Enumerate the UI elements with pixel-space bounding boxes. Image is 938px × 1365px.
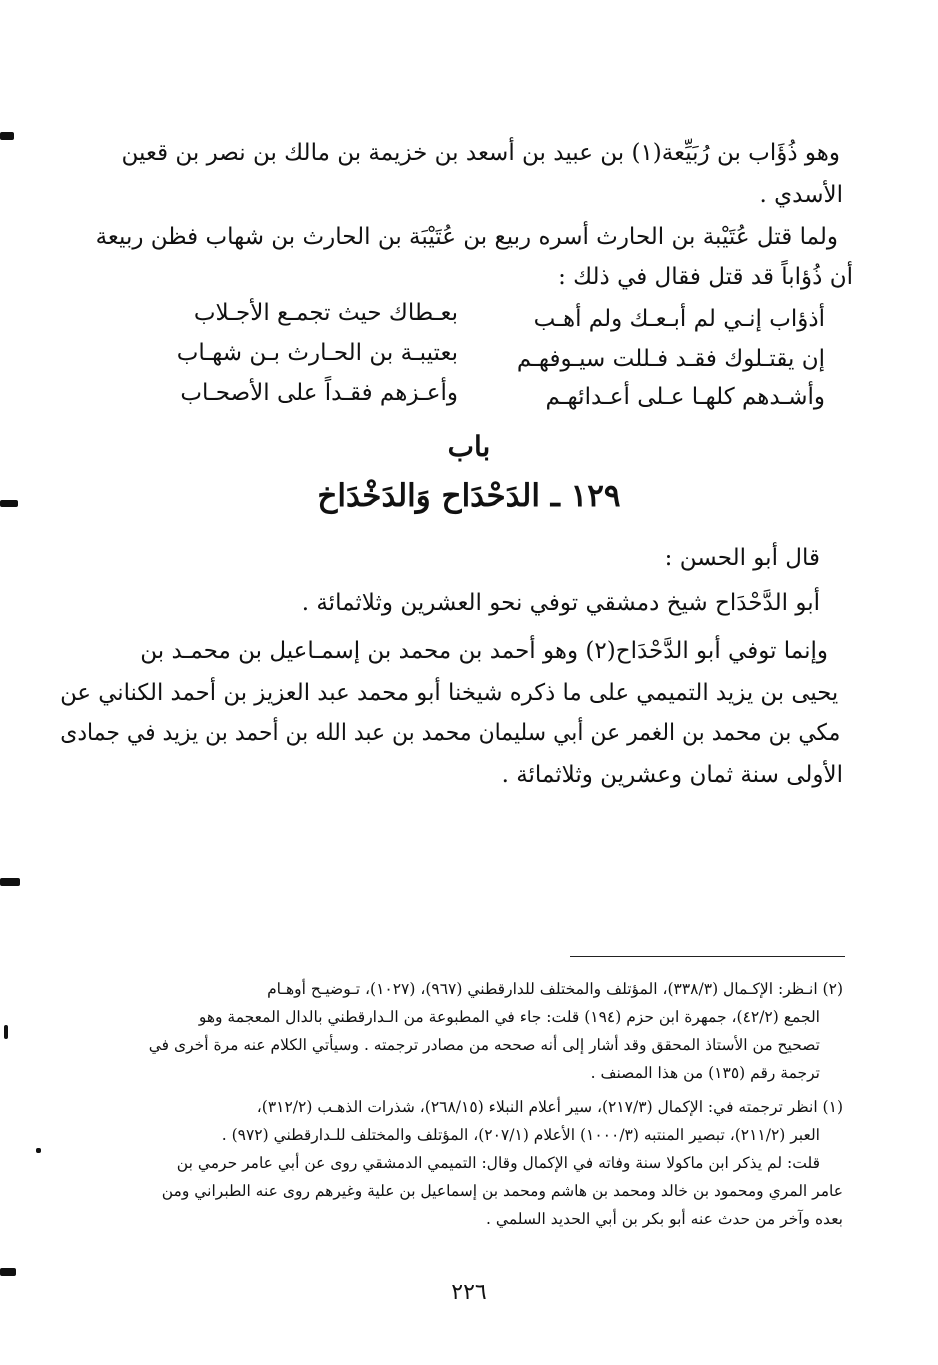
text-line-2: أبو الدَّحْدَاح شيخ دمشقي توفي نحو العشرين وثلاثمائة . xyxy=(301,590,820,616)
text-line-5: مكي بن محمد بن الغمر عن أبي سليمان محمد بن عبد الله بن أحمد بن يزيد في جمادى xyxy=(59,720,840,746)
body-line-4: أن ذُؤاباً قد قتل فقال في ذلك : xyxy=(558,264,853,290)
scan-mark xyxy=(4,1025,8,1039)
verse-3-second-hemistich: وأعـزهم فقـداً على الأصحـاب xyxy=(180,380,458,406)
footnote-line-3: تصحيح من الأستاذ المحقق وقد أشار إلى أنه صححه من مصادر ترجمته . وسيأتي الكلام عنه مرة أخرى في xyxy=(148,1036,820,1054)
footnote-line-7: قلت: لم يذكر ابن ماكولا سنة وفاته في الإكمال وقال: التميمي الدمشقي روى عن أبي عامر حرمي بن xyxy=(176,1154,820,1172)
verse-3-first-hemistich: وأشـدهم كلهـا عـلى أعـدائهـم xyxy=(545,384,825,410)
scan-mark xyxy=(0,878,20,886)
page-number: ٢٢٦ xyxy=(451,1280,487,1305)
footnote-line-4: ترجمة رقم (١٣٥) من هذا المصنف . xyxy=(590,1064,820,1082)
footnote-line-9: بعده وآخر من حدث عنه أبو بكر بن أبي الحديد السلمي . xyxy=(486,1210,843,1228)
body-line-1: وهو ذُؤَاب بن رُبَيِّعة(١) بن عبيد بن أسعد بن خزيمة بن مالك بن نصر بن قعين xyxy=(121,140,840,166)
footnote-line-5: (١) انظر ترجمته في: الإكمال (٢١٧/٣)، سير أعلام النبلاء (٢٦٨/١٥)، شذرات الذهـب (٣١٢/٢)، xyxy=(256,1098,843,1116)
scan-mark xyxy=(36,1148,41,1153)
body-line-3: ولما قتل عُتَيْبة بن الحارث أسره ربيع بن عُتَيْبَة بن الحارث بن شهاب فظن ربيعة xyxy=(95,224,838,250)
verse-2-second-hemistich: بعتيبـة بن الحـارث بـن شهـاب xyxy=(176,340,458,366)
footnote-line-8: عامر المري ومحمود بن خالد ومحمد بن هاشم ومحمد بن إسماعيل بن علية وغيرهم روى عنه الطبراني ومن xyxy=(161,1182,843,1200)
scan-mark xyxy=(0,1268,16,1276)
text-line-6: الأولى سنة ثمان وعشرين وثلاثمائة . xyxy=(501,762,843,788)
text-line-3: وإنما توفي أبو الدَّحْدَاح(٢) وهو أحمد بن محمد بن إسمـاعيل بن محمـد بن xyxy=(140,638,828,664)
footnote-line-1: (٢) انـظر: الإكـمال (٣٣٨/٣)، المؤتلف والمختلف للدارقطني (٩٦٧)، (١٠٢٧)، تـوضيـح أوهـام xyxy=(267,980,843,998)
footnote-divider xyxy=(570,956,845,957)
verse-2-first-hemistich: إن يقتـلوك فقـد فـللت سيـوفهـم xyxy=(516,346,825,372)
text-line-4: يحيى بن يزيد التميمي على ما ذكره شيخنا أبو محمد عبد العزيز بن أحمد الكناني عن xyxy=(59,680,838,706)
section-label: باب xyxy=(447,430,491,463)
footnote-line-2: الجمع (٤٢/٢)، جمهرة ابن حزم (١٩٤) قلت: جاء في المطبوعة من الـدارقطني بالدال المعجمة وهو xyxy=(198,1008,820,1026)
text-line-1: قال أبو الحسن : xyxy=(664,545,820,571)
verse-1-first-hemistich: أذؤاب إنـي لم أبـعـك ولم أهـب xyxy=(533,306,825,332)
body-line-2: الأسدي . xyxy=(759,182,843,208)
verse-1-second-hemistich: بعـطاك حيث تجمـع الأجـلاب xyxy=(193,300,458,326)
scan-mark xyxy=(0,132,14,140)
section-title: ١٢٩ ـ الدَحْدَاح وَالدَخْدَاخ xyxy=(317,478,621,514)
footnote-line-6: العبر (٢١١/٢)، تبصير المنتبه (١٠٠٠/٣) الأعلام (٢٠٧/١)، المؤتلف والمختلف للـدارقطني (٩٧٢) . xyxy=(221,1126,820,1144)
